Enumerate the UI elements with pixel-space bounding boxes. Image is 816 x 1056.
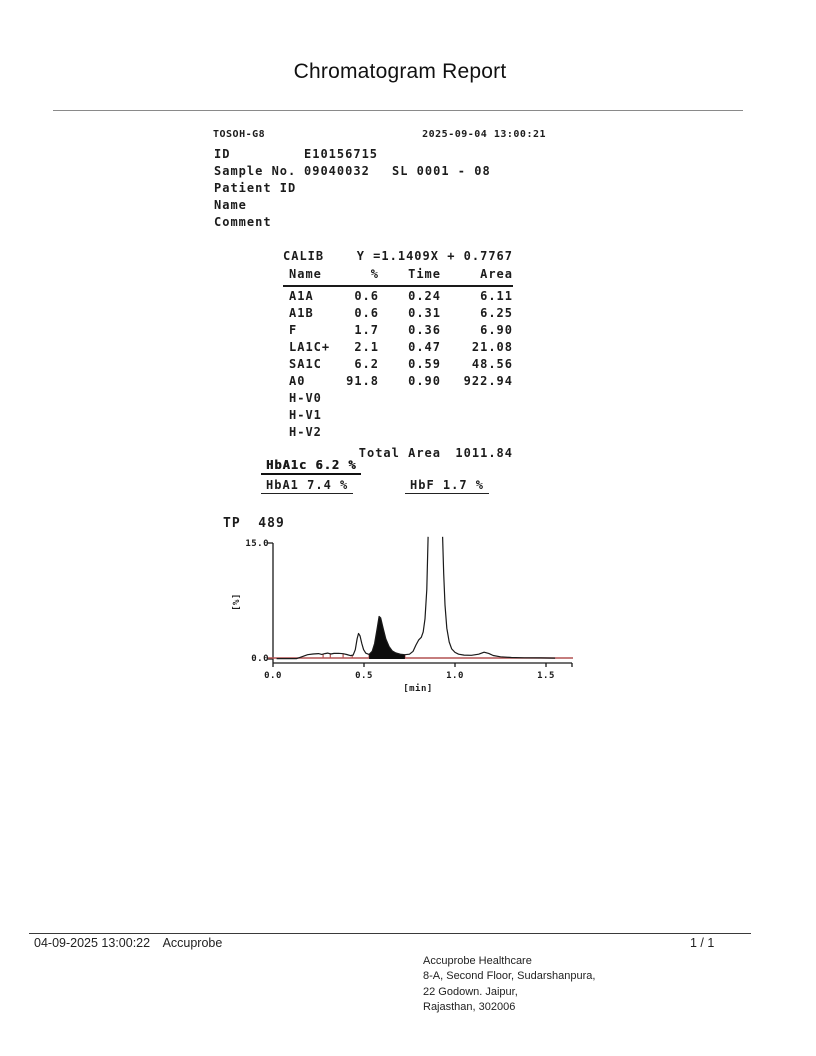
- cell-name: A1A: [289, 289, 314, 303]
- field-extra: SL 0001 - 08: [392, 164, 491, 178]
- device-name: TOSOH-G8: [213, 129, 266, 140]
- cell-area: 48.56: [471, 357, 513, 371]
- table-row: [283, 340, 513, 357]
- field-row: [214, 147, 491, 164]
- cell-time: [379, 408, 441, 425]
- cell-name: A1B: [289, 306, 314, 320]
- x-axis: [273, 663, 572, 667]
- field-label: Sample No.: [214, 164, 297, 178]
- tp-count-label: TP 489: [223, 516, 285, 531]
- cell-name: A0: [289, 374, 306, 388]
- calib-equation-row: [283, 249, 513, 267]
- results-summary: [261, 458, 561, 496]
- footer-info: [34, 936, 222, 950]
- calib-table: [283, 249, 513, 463]
- x-tick-label: 0.0: [264, 671, 282, 681]
- cell-time: 0.36: [408, 323, 441, 337]
- cell-time: 0.90: [408, 374, 441, 388]
- field-value: [304, 215, 392, 232]
- table-row: [283, 391, 513, 408]
- elution-trace: [277, 537, 555, 659]
- field-row: [214, 198, 491, 215]
- x-tick-label: 0.5: [355, 671, 373, 681]
- field-row: [214, 181, 491, 198]
- hbf-result: HbF 1.7 %: [405, 478, 489, 494]
- cell-area: 21.08: [471, 340, 513, 354]
- cell-time: 0.47: [408, 340, 441, 354]
- calib-equation: Y =1.1409X + 0.7767: [356, 249, 513, 263]
- cell-pct: [343, 391, 379, 408]
- table-row: [283, 289, 513, 306]
- cell-pct: 91.8: [346, 374, 379, 388]
- cell-name: F: [289, 323, 298, 337]
- cell-name: SA1C: [289, 357, 322, 371]
- x-tick-label: 1.5: [537, 671, 555, 681]
- cell-pct: [343, 408, 379, 425]
- chromatogram-chart: [228, 528, 573, 703]
- field-value: 09040032: [304, 164, 370, 178]
- column-header-area: Area: [480, 267, 513, 281]
- cell-area: [441, 408, 513, 425]
- cell-pct: 6.2: [354, 357, 379, 371]
- cell-area: [441, 425, 513, 442]
- lab-address: [423, 954, 595, 1015]
- calib-column-headers: [283, 267, 513, 284]
- cell-area: 6.11: [480, 289, 513, 303]
- total-area-label: Total Area: [358, 446, 441, 460]
- x-axis-label: [min]: [403, 684, 433, 694]
- page-title: Chromatogram Report: [293, 60, 507, 83]
- cell-area: 6.25: [480, 306, 513, 320]
- hba1c-result: HbA1c 6.2 %: [261, 458, 361, 475]
- y-tick-label: 0.0: [251, 654, 269, 664]
- table-row: [283, 425, 513, 442]
- header-rule: [283, 285, 513, 287]
- field-label: Comment: [214, 215, 272, 229]
- cell-time: 0.24: [408, 289, 441, 303]
- lab-name: Accuprobe Healthcare: [423, 955, 532, 967]
- cell-time: [379, 425, 441, 442]
- lab-address-line: 22 Godown. Jaipur,: [423, 985, 518, 998]
- cell-name: H-V0: [289, 391, 322, 405]
- footer-divider: [29, 933, 751, 934]
- cell-pct: 0.6: [354, 289, 379, 303]
- field-label: Name: [214, 198, 247, 212]
- lab-address-line: Rajasthan, 302006: [423, 1000, 516, 1013]
- sample-fields: [214, 147, 491, 232]
- lab-address-line: 8-A, Second Floor, Sudarshanpura,: [423, 970, 596, 983]
- column-header-name: Name: [289, 267, 322, 281]
- table-row: [283, 374, 513, 391]
- cell-area: [441, 391, 513, 408]
- cell-name: H-V1: [289, 408, 322, 422]
- field-value: [304, 181, 392, 198]
- field-label: Patient ID: [214, 181, 297, 195]
- cell-name: H-V2: [289, 425, 322, 439]
- y-tick-label: 15.0: [245, 539, 269, 549]
- y-axis: [267, 543, 273, 663]
- table-row: [283, 306, 513, 323]
- table-row: [283, 408, 513, 425]
- report-datetime: 2025-09-04 13:00:21: [422, 129, 546, 140]
- cell-pct: 2.1: [354, 340, 379, 354]
- field-extra: [392, 147, 491, 164]
- column-header-pct: %: [370, 267, 379, 281]
- footer-app-name: Accuprobe: [162, 936, 223, 950]
- table-row: [283, 357, 513, 374]
- field-row: [214, 164, 491, 181]
- page-number: 1 / 1: [690, 936, 715, 950]
- field-extra: [392, 198, 491, 215]
- title-divider: [53, 110, 743, 111]
- sa1c-filled-peak: [369, 617, 405, 660]
- field-value: [304, 198, 392, 215]
- secondary-results: [261, 478, 561, 496]
- calib-rows: [283, 289, 513, 442]
- instrument-header: [213, 129, 546, 140]
- footer-datetime: 04-09-2025 13:00:22: [34, 936, 151, 950]
- cell-time: [379, 391, 441, 408]
- field-value: E10156715: [304, 147, 379, 161]
- table-row: [283, 323, 513, 340]
- y-axis-label: [%]: [232, 593, 242, 611]
- cell-pct: [343, 425, 379, 442]
- field-label: ID: [214, 147, 231, 161]
- cell-area: 922.94: [463, 374, 513, 388]
- cell-name: LA1C+: [289, 340, 331, 354]
- field-extra: [392, 181, 491, 198]
- field-extra: [392, 215, 491, 232]
- cell-pct: 1.7: [354, 323, 379, 337]
- field-row: [214, 215, 491, 232]
- total-area-value: 1011.84: [455, 446, 513, 460]
- cell-time: 0.31: [408, 306, 441, 320]
- cell-pct: 0.6: [354, 306, 379, 320]
- column-header-time: Time: [408, 267, 441, 281]
- cell-area: 6.90: [480, 323, 513, 337]
- x-tick-label: 1.0: [446, 671, 464, 681]
- hba1-result: HbA1 7.4 %: [261, 478, 353, 494]
- calib-label: CALIB: [283, 249, 325, 263]
- cell-time: 0.59: [408, 357, 441, 371]
